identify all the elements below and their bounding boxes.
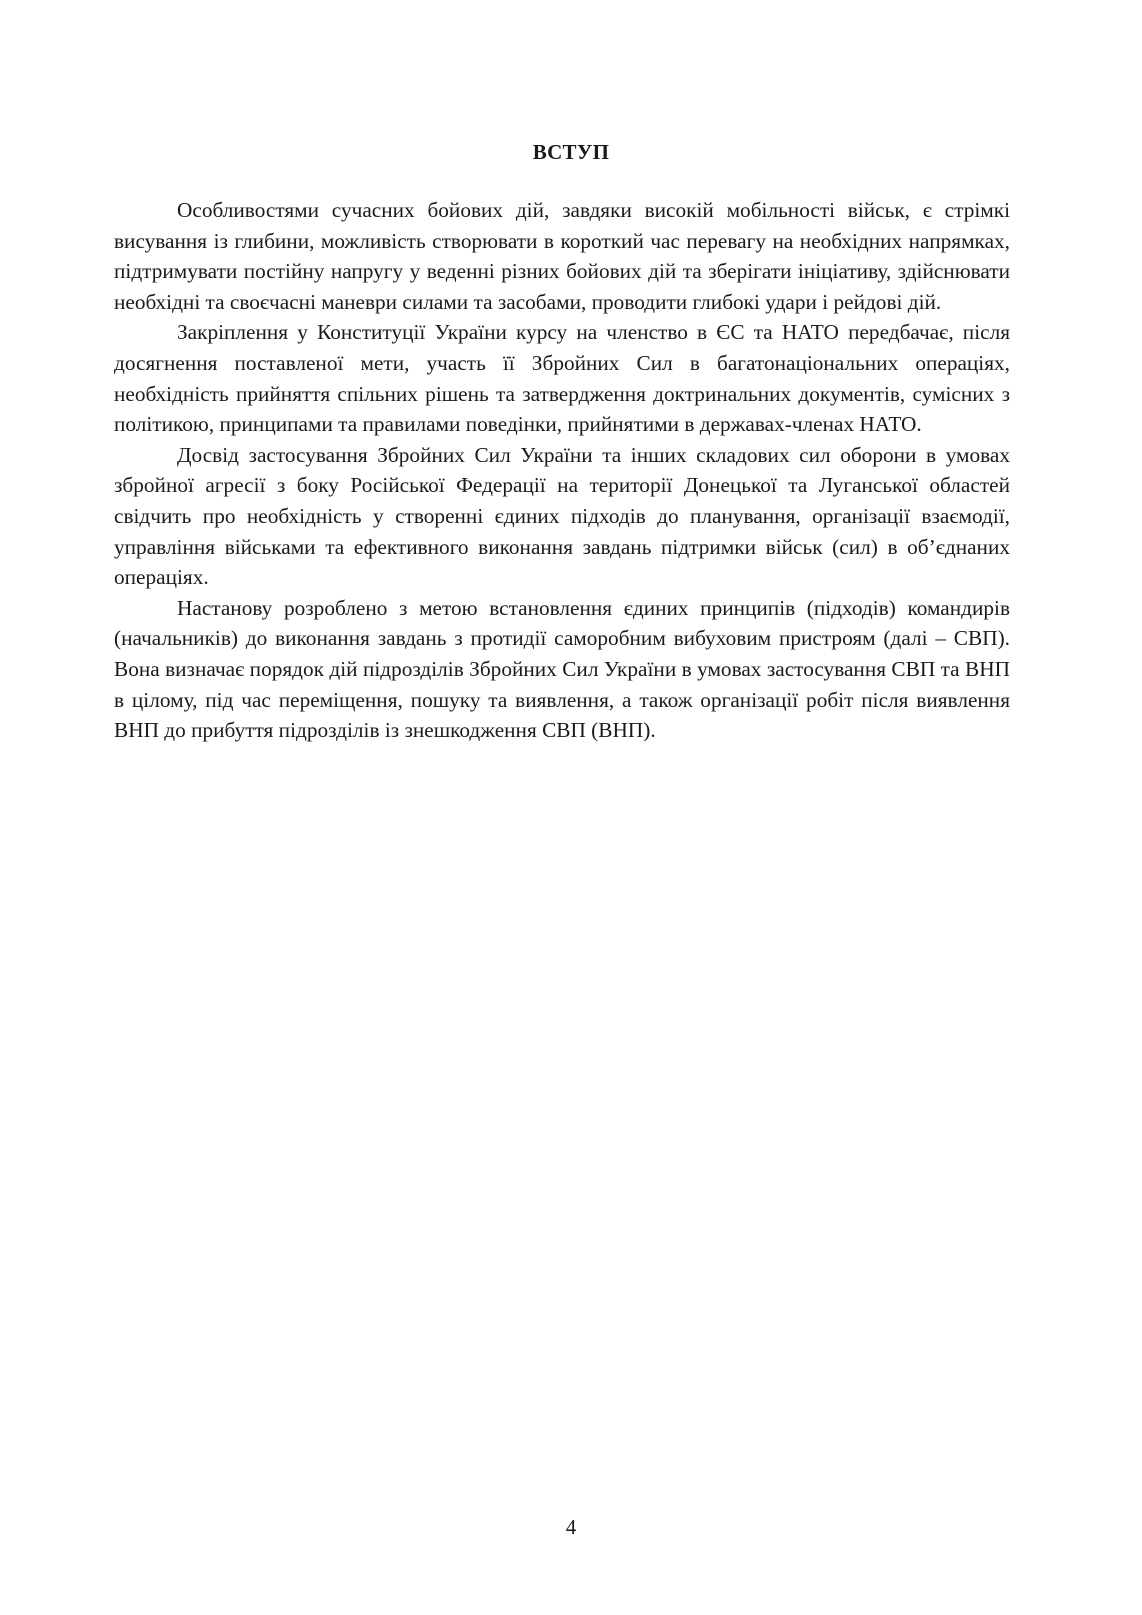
- section-title: ВСТУП: [532, 140, 610, 164]
- page-number: 4: [565, 1515, 577, 1539]
- paragraph-3: Досвід застосування Збройних Сил України та інших складових сил оборони в умовах збройної агресії з боку Російської Федерації на території Донецької та Луганської областей свідчить про необхідність у створенні єдиних підходів до планування, організації взаємодії, управління військами та ефективного виконання завдань підтримки військ (сил) в об’єднаних операціях.: [114, 442, 1010, 590]
- paragraph-2: Закріплення у Конституції України курсу на членство в ЄС та НАТО передбачає, після досягнення поставленої мети, участь її Збройних Сил в багатонаціональних операціях, необхідність прийняття спільних рішень та затвердження доктринальних документів, сумісних з політикою, принципами та правилами поведінки, прийнятими в державах-членах НАТО.: [114, 320, 1010, 437]
- paragraph-4: Настанову розроблено з метою встановлення єдиних принципів (підходів) командирів (начальників) до виконання завдань з протидії саморобним вибуховим пристроям (далі – СВП). Вона визначає порядок дій підрозділів Збройних Сил України в умовах застосування СВП та ВНП в цілому, під час переміщення, пошуку та виявлення, а також організації робіт після виявлення ВНП до прибуття підрозділів із знешкодження СВП (ВНП).: [114, 595, 1010, 743]
- paragraph-1: Особливостями сучасних бойових дій, завдяки високій мобільності військ, є стрімкі висування із глибини, можливість створювати в короткий час перевагу на необхідних напрямках, підтримувати постійну напругу у веденні різних бойових дій та зберігати ініціативу, здійснювати необхідні та своєчасні маневри силами та засобами, проводити глибокі удари і рейдові дій.: [114, 198, 1010, 314]
- body-text: [114, 195, 1010, 746]
